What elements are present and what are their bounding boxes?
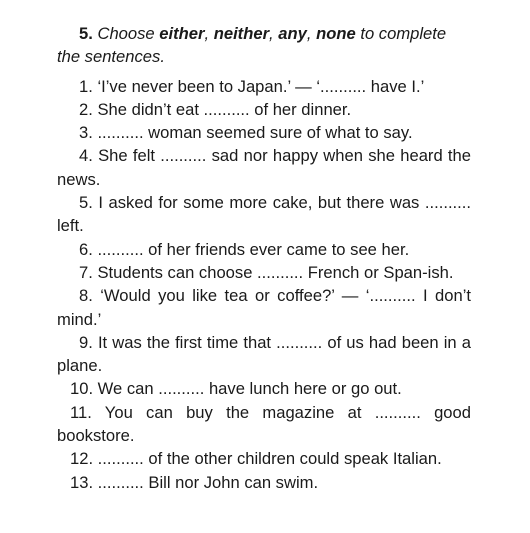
exercise-block — [57, 22, 471, 494]
sentence-item-10: 10. We can .......... have lunch here or go out. — [70, 379, 402, 399]
instruction-separator: , — [306, 24, 317, 43]
instruction-separator: , — [204, 24, 214, 43]
sentence-item-3: 3. .......... woman seemed sure of what to say. — [79, 123, 413, 143]
keyword-neither: neither — [213, 24, 270, 43]
sentence-item-4: 4. She felt .......... sad nor happy when she heard the news. — [57, 146, 471, 189]
sentence-item-2: 2. She didn’t eat .......... of her dinner. — [79, 99, 352, 119]
exercise-number: 5. — [79, 24, 93, 43]
instruction-text: to complete the sentences. — [57, 24, 447, 67]
sentence-item-12: 12. .......... of the other children could speak Italian. — [70, 449, 442, 469]
sentence-item-13: 13. .......... Bill nor John can swim. — [70, 472, 319, 492]
sentence-item-8: 8. ‘Would you like tea or coffee?’ — ‘.......... I don’t mind.’ — [57, 286, 471, 329]
sentence-item-9: 9. It was the first time that .......... of us had been in a plane. — [57, 332, 471, 376]
keyword-any: any — [278, 24, 307, 43]
sentence-item-6: 6. .......... of her friends ever came to see her. — [79, 239, 410, 259]
instruction-text: Choose — [97, 24, 160, 43]
keyword-either: either — [159, 24, 205, 43]
sentence-item-5: 5. I asked for some more cake, but there was .......... left. — [57, 193, 471, 236]
sentence-item-1: 1. ‘I’ve never been to Japan.’ — ‘.......... have I.’ — [79, 76, 425, 96]
sentence-item-11: 11. You can buy the magazine at .......... good bookstore. — [57, 402, 471, 446]
exercise-heading — [57, 22, 471, 69]
sentence-item-7: 7. Students can choose .......... French or Span-ish. — [79, 262, 454, 282]
keyword-none: none — [316, 24, 356, 43]
instruction-separator: , — [269, 24, 279, 43]
